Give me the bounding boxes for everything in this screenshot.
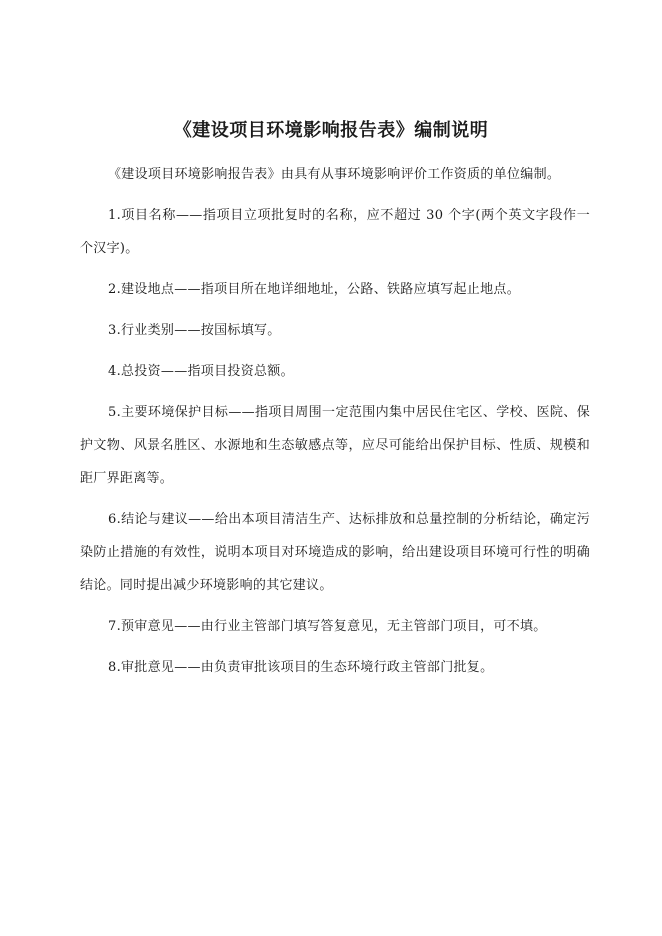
page-title: 《建设项目环境影响报告表》编制说明 bbox=[173, 120, 489, 141]
paragraph-preliminary-review: 7.预审意见——由行业主管部门填写答复意见，无主管部门项目，可不填。 bbox=[108, 619, 547, 634]
document-body bbox=[80, 158, 590, 692]
paragraph-intro: 《建设项目环境影响报告表》由具有从事环境影响评价工作资质的单位编制。 bbox=[108, 167, 561, 182]
paragraph-location: 2.建设地点——指项目所在地详细地址，公路、铁路应填写起止地点。 bbox=[108, 282, 521, 297]
paragraph-approval: 8.审批意见——由负责审批该项目的生态环境行政主管部门批复。 bbox=[108, 660, 494, 675]
paragraph-conclusions: 6.结论与建议——给出本项目清洁生产、达标排放和总量控制的分析结论，确定污染防止措施的有效性，说明本项目对环境造成的影响，给出建设项目环境可行性的明确结论。同时提出减少环境影响的其它建议。 bbox=[80, 512, 590, 593]
paragraph-protection-targets: 5.主要环境保护目标——指项目周围一定范围内集中居民住宅区、学校、医院、保护文物、风景名胜区、水源地和生态敏感点等，应尽可能给出保护目标、性质、规模和距厂界距离等。 bbox=[80, 405, 590, 486]
paragraph-industry-type: 3.行业类别——按国标填写。 bbox=[108, 323, 281, 338]
paragraph-project-name: 1.项目名称——指项目立项批复时的名称，应不超过 30 个字(两个英文字段作一个汉字)。 bbox=[80, 208, 590, 256]
paragraph-total-investment: 4.总投资——指项目投资总额。 bbox=[108, 364, 294, 379]
